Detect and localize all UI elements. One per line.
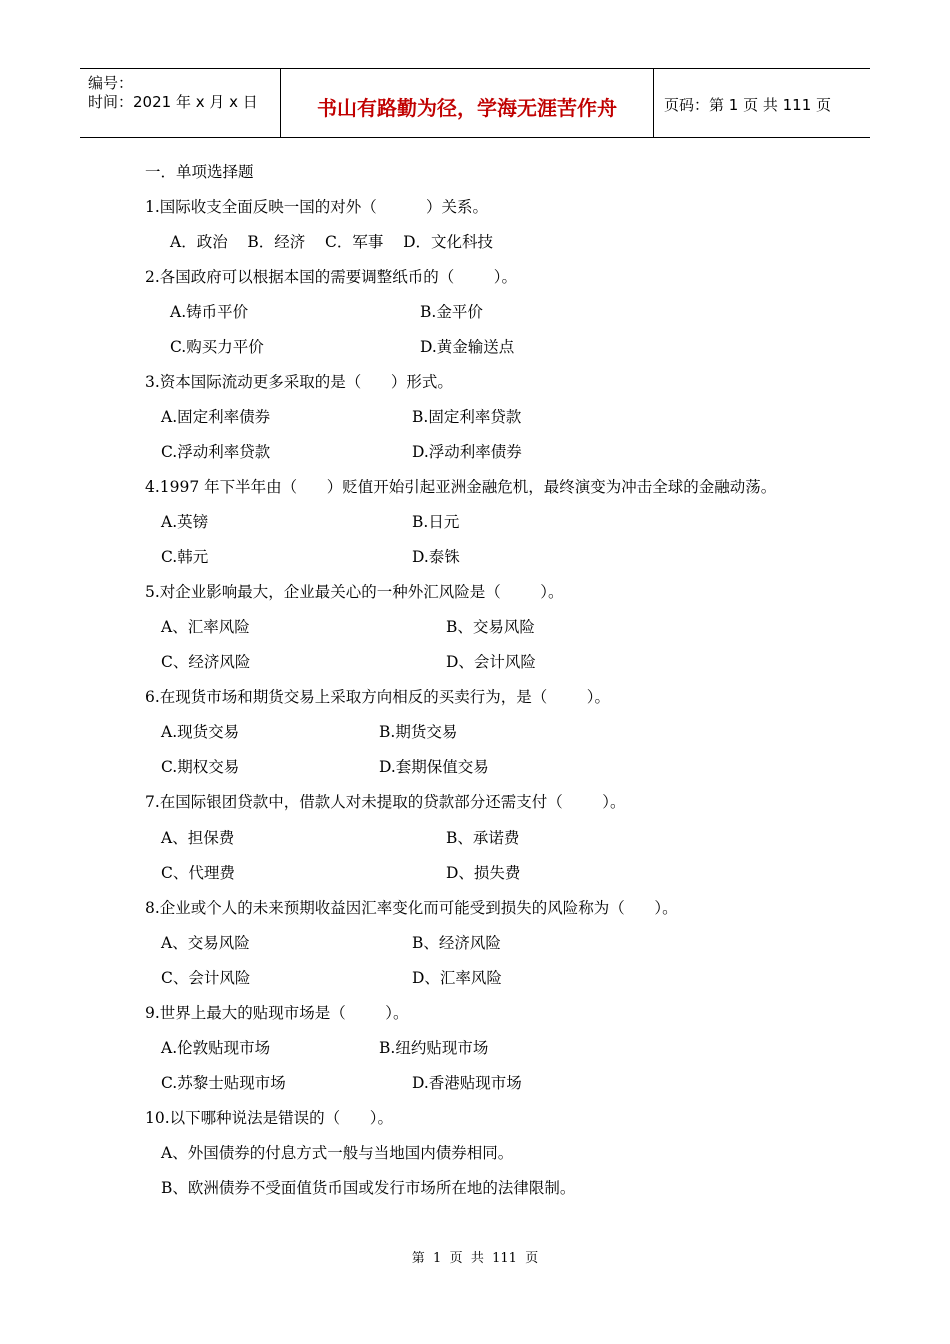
question-statement: B、欧洲债券不受面值货币国或发行市场所在地的法律限制。 <box>161 1179 576 1197</box>
question-option: B、经济风险 <box>412 934 501 952</box>
question-option: D、会计风险 <box>446 653 536 671</box>
question-option: D.套期保值交易 <box>379 758 489 776</box>
question-stem: 9.世界上最大的贴现市场是（ ）。 <box>145 1004 409 1022</box>
question-option: D.香港贴现市场 <box>412 1074 522 1092</box>
question-stem: 6.在现货市场和期货交易上采取方向相反的买卖行为，是（ ）。 <box>145 688 610 706</box>
question-option: D、汇率风险 <box>412 969 502 987</box>
question-stem: 7.在国际银团贷款中，借款人对未提取的贷款部分还需支付（ ）。 <box>145 793 626 811</box>
header-meta <box>80 69 281 137</box>
question-option: B、交易风险 <box>446 618 535 636</box>
page-header <box>80 68 870 138</box>
question-option: B.固定利率贷款 <box>412 408 522 426</box>
page-footer: 第 1 页 共 111 页 <box>411 1251 539 1266</box>
question-stem: 10.以下哪种说法是错误的（ ）。 <box>145 1109 393 1127</box>
question-option: A.现货交易 <box>161 723 240 741</box>
question-option: C、代理费 <box>161 864 235 882</box>
section-title: 一．单项选择题 <box>145 163 254 181</box>
question-option: D.浮动利率债券 <box>412 443 522 461</box>
question-stem: 5.对企业影响最大，企业最关心的一种外汇风险是（ ）。 <box>145 583 564 601</box>
question-option: C.期权交易 <box>161 758 240 776</box>
question-option: C.浮动利率贷款 <box>161 443 271 461</box>
question-option: A.伦敦贴现市场 <box>161 1039 271 1057</box>
question-option: D.黄金输送点 <box>420 338 515 356</box>
question-option: A、担保费 <box>161 829 235 847</box>
question-option: A.固定利率债券 <box>161 408 271 426</box>
header-motto-cell <box>281 69 654 137</box>
question-option: C、经济风险 <box>161 653 251 671</box>
question-option: C、会计风险 <box>161 969 251 987</box>
time-label: 时间：2021 年 x 月 x 日 <box>88 93 258 111</box>
question-option: B.日元 <box>412 513 460 531</box>
question-option: B.金平价 <box>420 303 483 321</box>
question-option: B.期货交易 <box>379 723 458 741</box>
question-stem: 4.1997 年下半年由（ ）贬值开始引起亚洲金融危机，最终演变为冲击全球的金融动荡。 <box>145 478 777 496</box>
question-options-line: A．政治 B．经济 C．军事 D．文化科技 <box>170 233 493 251</box>
question-option: A、交易风险 <box>161 934 250 952</box>
page-info: 页码：第 1 页 共 111 页 <box>664 96 832 114</box>
question-option: A.英镑 <box>161 513 209 531</box>
question-option: C.韩元 <box>161 548 209 566</box>
question-option: A.铸币平价 <box>170 303 249 321</box>
header-page-cell <box>654 69 870 137</box>
question-option: B、承诺费 <box>446 829 520 847</box>
question-statement: A、外国债券的付息方式一般与当地国内债券相同。 <box>161 1144 514 1162</box>
question-option: D、损失费 <box>446 864 521 882</box>
question-stem: 1.国际收支全面反映一国的对外（ ）关系。 <box>145 198 489 216</box>
question-stem: 3.资本国际流动更多采取的是（ ）形式。 <box>145 373 453 391</box>
motto: 书山有路勤为径，学海无涯苦作舟 <box>317 96 617 120</box>
question-option: D.泰铢 <box>412 548 460 566</box>
question-option: A、汇率风险 <box>161 618 250 636</box>
number-label: 编号： <box>88 74 134 92</box>
question-stem: 2.各国政府可以根据本国的需要调整纸币的（ ）。 <box>145 268 517 286</box>
question-option: B.纽约贴现市场 <box>379 1039 489 1057</box>
question-option: C.苏黎士贴现市场 <box>161 1074 286 1092</box>
question-stem: 8.企业或个人的未来预期收益因汇率变化而可能受到损失的风险称为（ ）。 <box>145 899 678 917</box>
question-option: C.购买力平价 <box>170 338 264 356</box>
